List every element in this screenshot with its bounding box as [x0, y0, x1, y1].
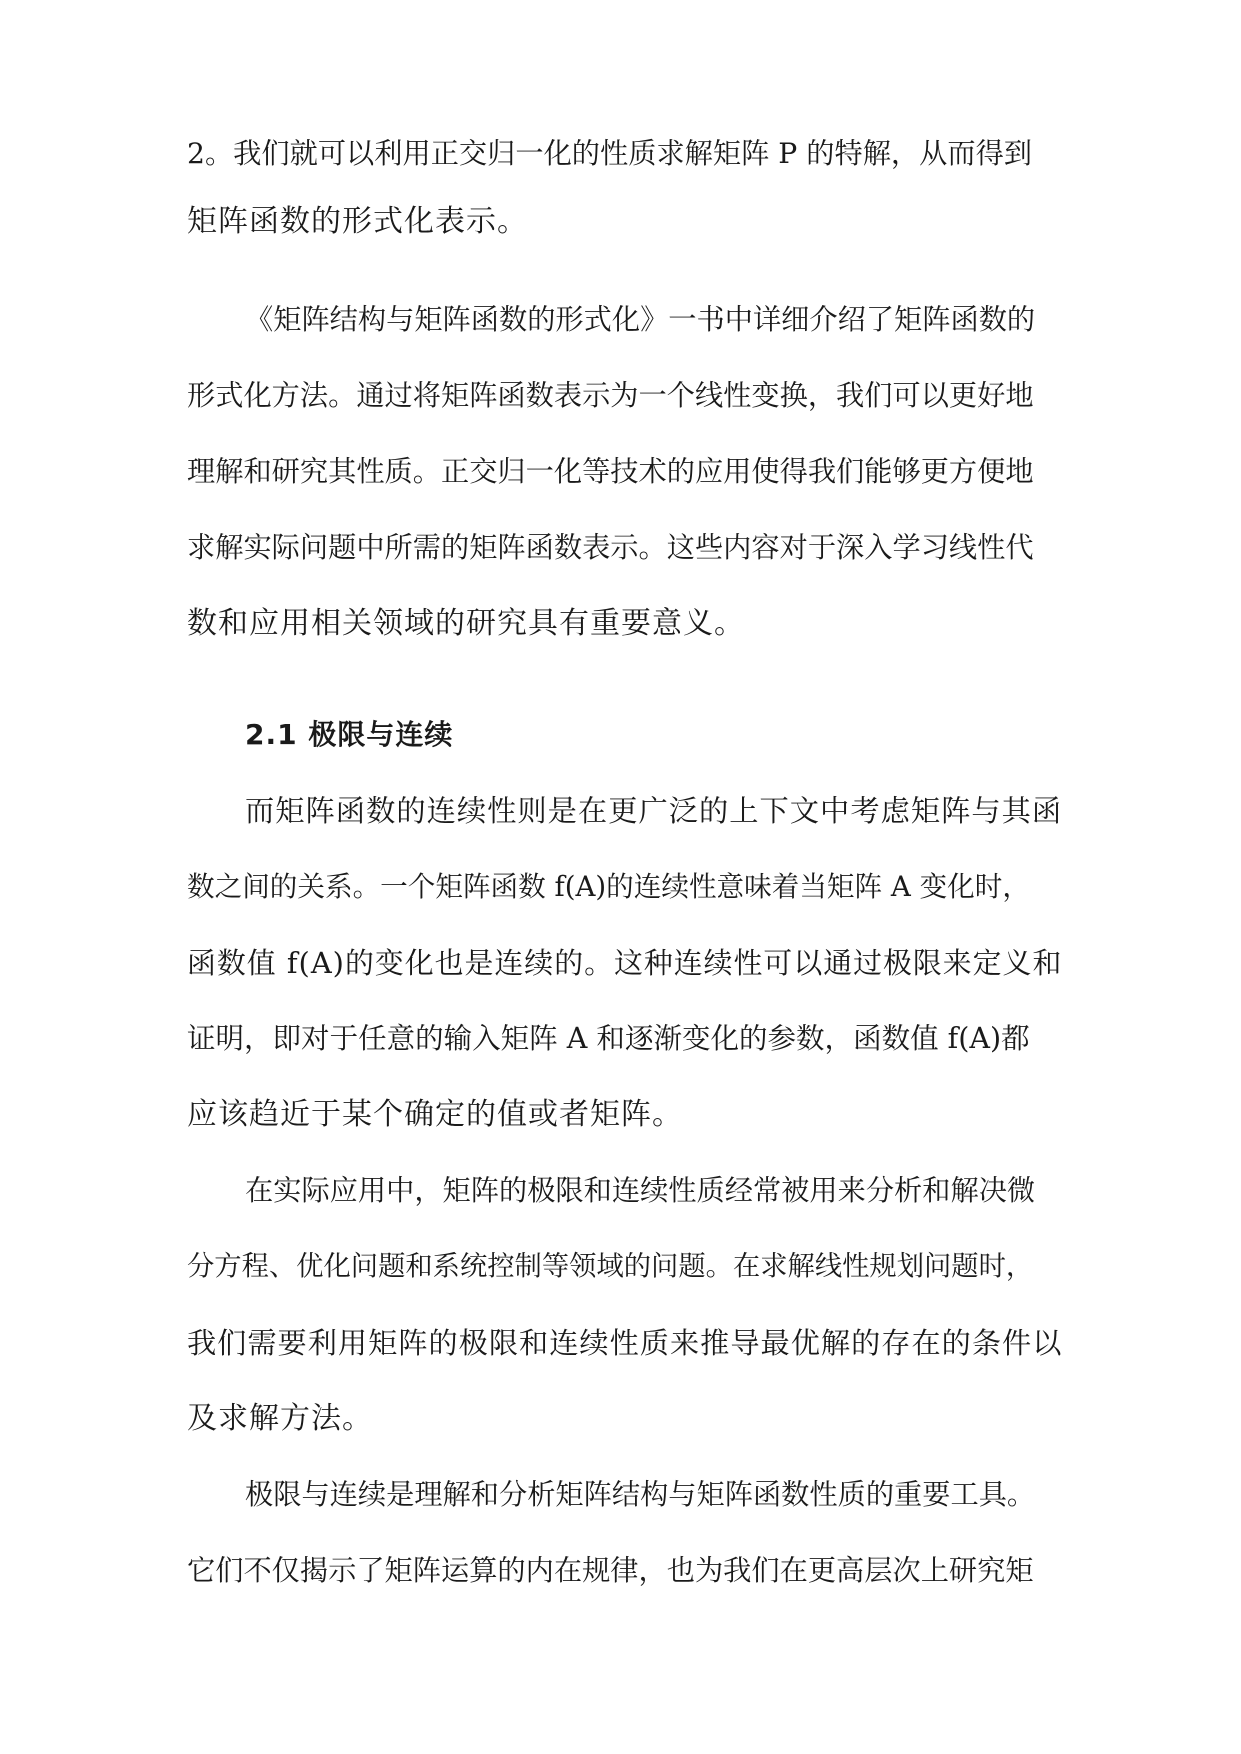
text-line: 分方程、优化问题和系统控制等领域的问题。在求解线性规划问题时，	[187, 1251, 1034, 1282]
text-line: 求解实际问题中所需的矩阵函数表示。这些内容对于深入学习线性代	[187, 531, 1034, 564]
text-line: 我们需要利用矩阵的极限和连续性质来推导最优解的存在的条件以	[187, 1326, 1063, 1360]
text-line: 矩阵函数的形式化表示。	[187, 204, 528, 239]
text-line: 它们不仅揭示了矩阵运算的内在规律，也为我们在更高层次上研究矩	[187, 1554, 1034, 1587]
text-line: 及求解方法。	[187, 1401, 373, 1436]
text-line: 而矩阵函数的连续性则是在更广泛的上下文中考虑矩阵与其函	[245, 794, 1063, 828]
text-line: 证明，即对于任意的输入矩阵 A 和逐渐变化的参数，函数值 f(A)都	[187, 1022, 1030, 1055]
text-line: 应该趋近于某个确定的值或者矩阵。	[187, 1097, 683, 1132]
text-line: 形式化方法。通过将矩阵函数表示为一个线性变换，我们可以更好地	[187, 379, 1034, 412]
section-heading: 2.1 极限与连续	[245, 718, 454, 751]
text-line: 数和应用相关领域的研究具有重要意义。	[187, 606, 745, 641]
text-line: 函数值 f(A)的变化也是连续的。这种连续性可以通过极限来定义和	[187, 946, 1063, 980]
text-line: 极限与连续是理解和分析矩阵结构与矩阵函数性质的重要工具。	[245, 1478, 1036, 1511]
text-line: 理解和研究其性质。正交归一化等技术的应用使得我们能够更方便地	[187, 455, 1034, 488]
text-line: 《矩阵结构与矩阵函数的形式化》一书中详细介绍了矩阵函数的	[245, 303, 1036, 336]
text-line: 2。我们就可以利用正交归一化的性质求解矩阵 P 的特解，从而得到	[187, 137, 1033, 170]
text-line: 数之间的关系。一个矩阵函数 f(A)的连续性意味着当矩阵 A 变化时，	[187, 870, 1030, 903]
text-line: 在实际应用中，矩阵的极限和连续性质经常被用来分析和解决微	[245, 1174, 1036, 1207]
